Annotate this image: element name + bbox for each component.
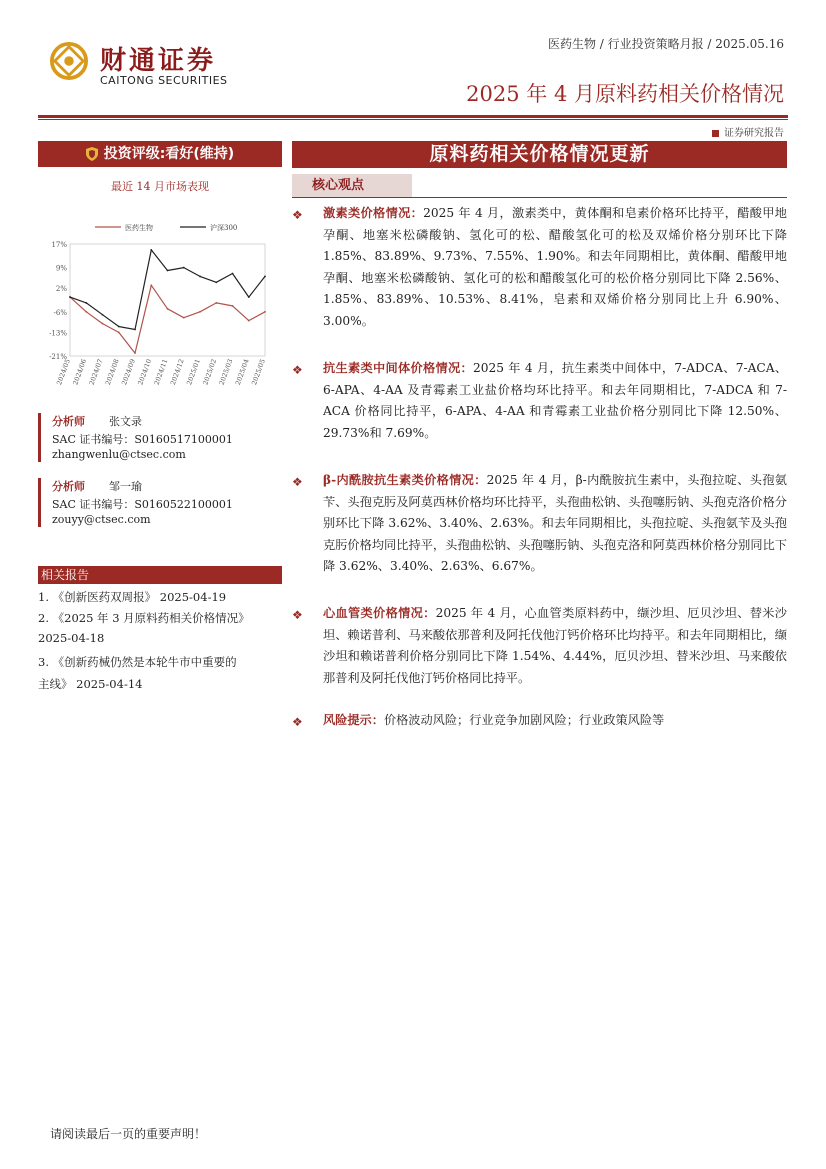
analyst-1-cert: SAC 证书编号：S0160517100001: [52, 433, 233, 446]
data-point: [199, 276, 201, 278]
beta-lactam-paragraph: [323, 470, 787, 578]
section-heading: 抗生素类中间体价格情况：: [323, 361, 473, 375]
section-heading: β-内酰胺抗生素类价格情况：: [323, 473, 487, 487]
diamond-bullet-icon: ❖: [292, 608, 303, 622]
section-body: 2025 年 4 月，β-内酰胺抗生素中，头孢拉啶、头孢氨苄、头孢克肟及阿莫西林价格均环比持平，头孢曲松钠、头孢噻肟钠、头孢克洛价格分别环比下降 3.62%、3.40%、2.63%。和去年同期相比，头孢拉啶、头孢氨苄及头孢克肟价格均同比持平，头孢曲松钠、头孢噻肟钠、头孢克洛和阿莫西林价格分别同比下降 3.62%、3.40%、2.63%、6.67%。: [323, 473, 787, 574]
related-report-item[interactable]: 主线》 2025-04-14: [38, 677, 143, 691]
related-reports-heading: 相关报告: [38, 566, 282, 584]
x-tick-label: 2024/05: [55, 357, 72, 387]
analyst-accent-bar: [38, 413, 41, 462]
diamond-bullet-icon: ❖: [292, 363, 303, 377]
y-tick-label: -13%: [49, 329, 67, 338]
core-viewpoint-tag: 核心观点: [292, 174, 412, 197]
x-tick-label: 2024/09: [120, 357, 137, 387]
chart-plot-frame: [70, 244, 265, 356]
related-report-item[interactable]: 3. 《创新药械仍然是本轮牛市中重要的: [38, 655, 237, 669]
section-heading: 激素类价格情况：: [323, 206, 424, 220]
data-point: [199, 311, 201, 313]
x-tick-label: 2025/02: [201, 357, 219, 387]
market-performance-chart: [40, 207, 278, 391]
x-tick-label: 2024/07: [87, 357, 105, 387]
related-report-item[interactable]: 2. 《2025 年 3 月原料药相关价格情况》: [38, 611, 250, 625]
data-point: [150, 284, 152, 286]
section-heading: 心血管类价格情况：: [323, 606, 436, 620]
analyst-1-name-row: [52, 413, 142, 429]
report-meta: 医药生物 / 行业投资策略月报 / 2025.05.16: [547, 37, 784, 51]
analyst-2-label: 分析师: [52, 480, 85, 493]
data-point: [167, 270, 169, 272]
x-tick-label: 2024/10: [136, 357, 154, 387]
data-point: [150, 249, 152, 251]
company-logo-icon: [50, 42, 88, 80]
data-point: [232, 305, 234, 307]
square-bullet-icon: [712, 130, 719, 137]
data-point: [264, 276, 266, 278]
data-point: [102, 314, 104, 316]
data-point: [118, 326, 120, 328]
x-tick-label: 2025/05: [250, 357, 267, 387]
analyst-1-email[interactable]: zhangwenlu@ctsec.com: [52, 448, 186, 461]
main-section-title: 原料药相关价格情况更新: [292, 141, 787, 168]
data-point: [85, 311, 87, 313]
y-tick-label: 17%: [51, 241, 67, 249]
analyst-2-cert: SAC 证书编号：S0160522100001: [52, 498, 233, 511]
data-point: [167, 308, 169, 310]
report-type-text: 证券研究报告: [724, 128, 784, 139]
section-body: 2025 年 4 月，心血管类原料药中，缬沙坦、厄贝沙坦、替米沙坦、赖诺普利、马来酸依那普利及阿托伐他汀钙价格环比均持平。和去年同期相比，缬沙坦和赖诺普利价格分别同比下降 1.54%、4.44%，厄贝沙坦、替米沙坦、马来酸依那普利及阿托伐他汀钙价格同比持平。: [323, 606, 787, 685]
report-title: 2025 年 4 月原料药相关价格情况: [466, 82, 784, 106]
related-report-date: 2025-04-18: [38, 631, 105, 645]
analyst-1-label: 分析师: [52, 415, 85, 428]
data-point: [118, 332, 120, 334]
x-tick-label: 2024/08: [103, 357, 121, 387]
investment-rating-box: [38, 141, 282, 167]
related-report-item[interactable]: 1. 《创新医药双周报》 2025-04-19: [38, 590, 227, 604]
report-type-label: [712, 124, 784, 139]
legend-label: 医药生物: [125, 224, 153, 232]
x-tick-label: 2024/12: [168, 357, 186, 387]
cardiovascular-paragraph: [323, 603, 787, 689]
section-body: 2025 年 4 月，抗生素类中间体中，7-ADCA、7-ACA、6-APA、4-AA 及青霉素工业盐价格均环比持平。和去年同期相比，7-ADCA 和 7-ACA 价格同比持平，6-APA、4-AA 和青霉素工业盐价格分别同比下降 12.50%、29.73%和 7.69%。: [323, 361, 788, 440]
series-line-csi300: [70, 250, 265, 330]
shield-icon: [86, 147, 98, 161]
data-point: [248, 296, 250, 298]
legend-label: 沪深300: [210, 224, 238, 232]
analyst-2-name-row: [52, 478, 142, 494]
x-tick-label: 2025/01: [185, 357, 202, 387]
footer-disclaimer: 请阅读最后一页的重要声明！: [50, 1127, 207, 1141]
risk-warning-paragraph: [323, 710, 787, 732]
analyst-2-name: 邹一瑜: [109, 480, 142, 493]
data-point: [134, 352, 136, 354]
data-point: [183, 317, 185, 319]
data-point: [183, 267, 185, 269]
analyst-1-name: 张文录: [109, 415, 142, 428]
series-line-pharma: [70, 285, 265, 353]
diamond-bullet-icon: ❖: [292, 475, 303, 489]
investment-rating-text: 投资评级:看好(维持): [103, 146, 235, 162]
data-point: [134, 329, 136, 331]
logo-english-name: CAITONG SECURITIES: [100, 74, 228, 87]
data-point: [85, 302, 87, 304]
analyst-2-email[interactable]: zouyy@ctsec.com: [52, 513, 151, 526]
diamond-bullet-icon: ❖: [292, 715, 303, 729]
y-tick-label: 2%: [55, 285, 67, 294]
header-divider: [38, 115, 788, 118]
data-point: [215, 281, 217, 283]
data-point: [69, 296, 71, 298]
header-divider-thin: [38, 119, 788, 120]
antibiotic-intermediate-paragraph: [323, 358, 787, 444]
diamond-bullet-icon: ❖: [292, 208, 303, 222]
y-tick-label: -6%: [53, 308, 67, 317]
data-point: [102, 323, 104, 325]
x-tick-label: 2025/04: [233, 357, 251, 387]
data-point: [248, 320, 250, 322]
analyst-accent-bar: [38, 478, 41, 527]
x-tick-label: 2025/03: [217, 357, 235, 387]
section-body: 价格波动风险；行业竞争加剧风险；行业政策风险等: [383, 713, 665, 727]
y-tick-label: 9%: [55, 264, 67, 273]
core-viewpoint-rule: [292, 197, 787, 198]
logo-chinese-name: 财通证券: [100, 46, 217, 76]
data-point: [215, 302, 217, 304]
data-point: [232, 273, 234, 275]
x-tick-label: 2024/06: [71, 357, 89, 387]
hormone-price-paragraph: [323, 203, 787, 333]
section-body: 2025 年 4 月，激素类中，黄体酮和皂素价格环比持平，醋酸甲地孕酮、地塞米松磷酸钠、氢化可的松、醋酸氢化可的松及双烯价格分别环比下降 1.85%、83.89%、9.73%、7.55%、1.90%。和去年同期相比，黄体酮、醋酸甲地孕酮、地塞米松磷酸钠、氢化可的松和醋酸氢化可的松价格分别同比下降 2.56%、1.85%、83.89%、10.53%、8.41%，皂素和双烯价格分别同比上升 6.90%、3.00%。: [323, 206, 787, 328]
market-performance-caption: 最近 14 月市场表现: [111, 180, 209, 193]
section-heading: 风险提示：: [323, 713, 384, 727]
data-point: [264, 311, 266, 313]
x-tick-label: 2024/11: [152, 357, 170, 387]
y-tick-label: -21%: [49, 353, 67, 361]
